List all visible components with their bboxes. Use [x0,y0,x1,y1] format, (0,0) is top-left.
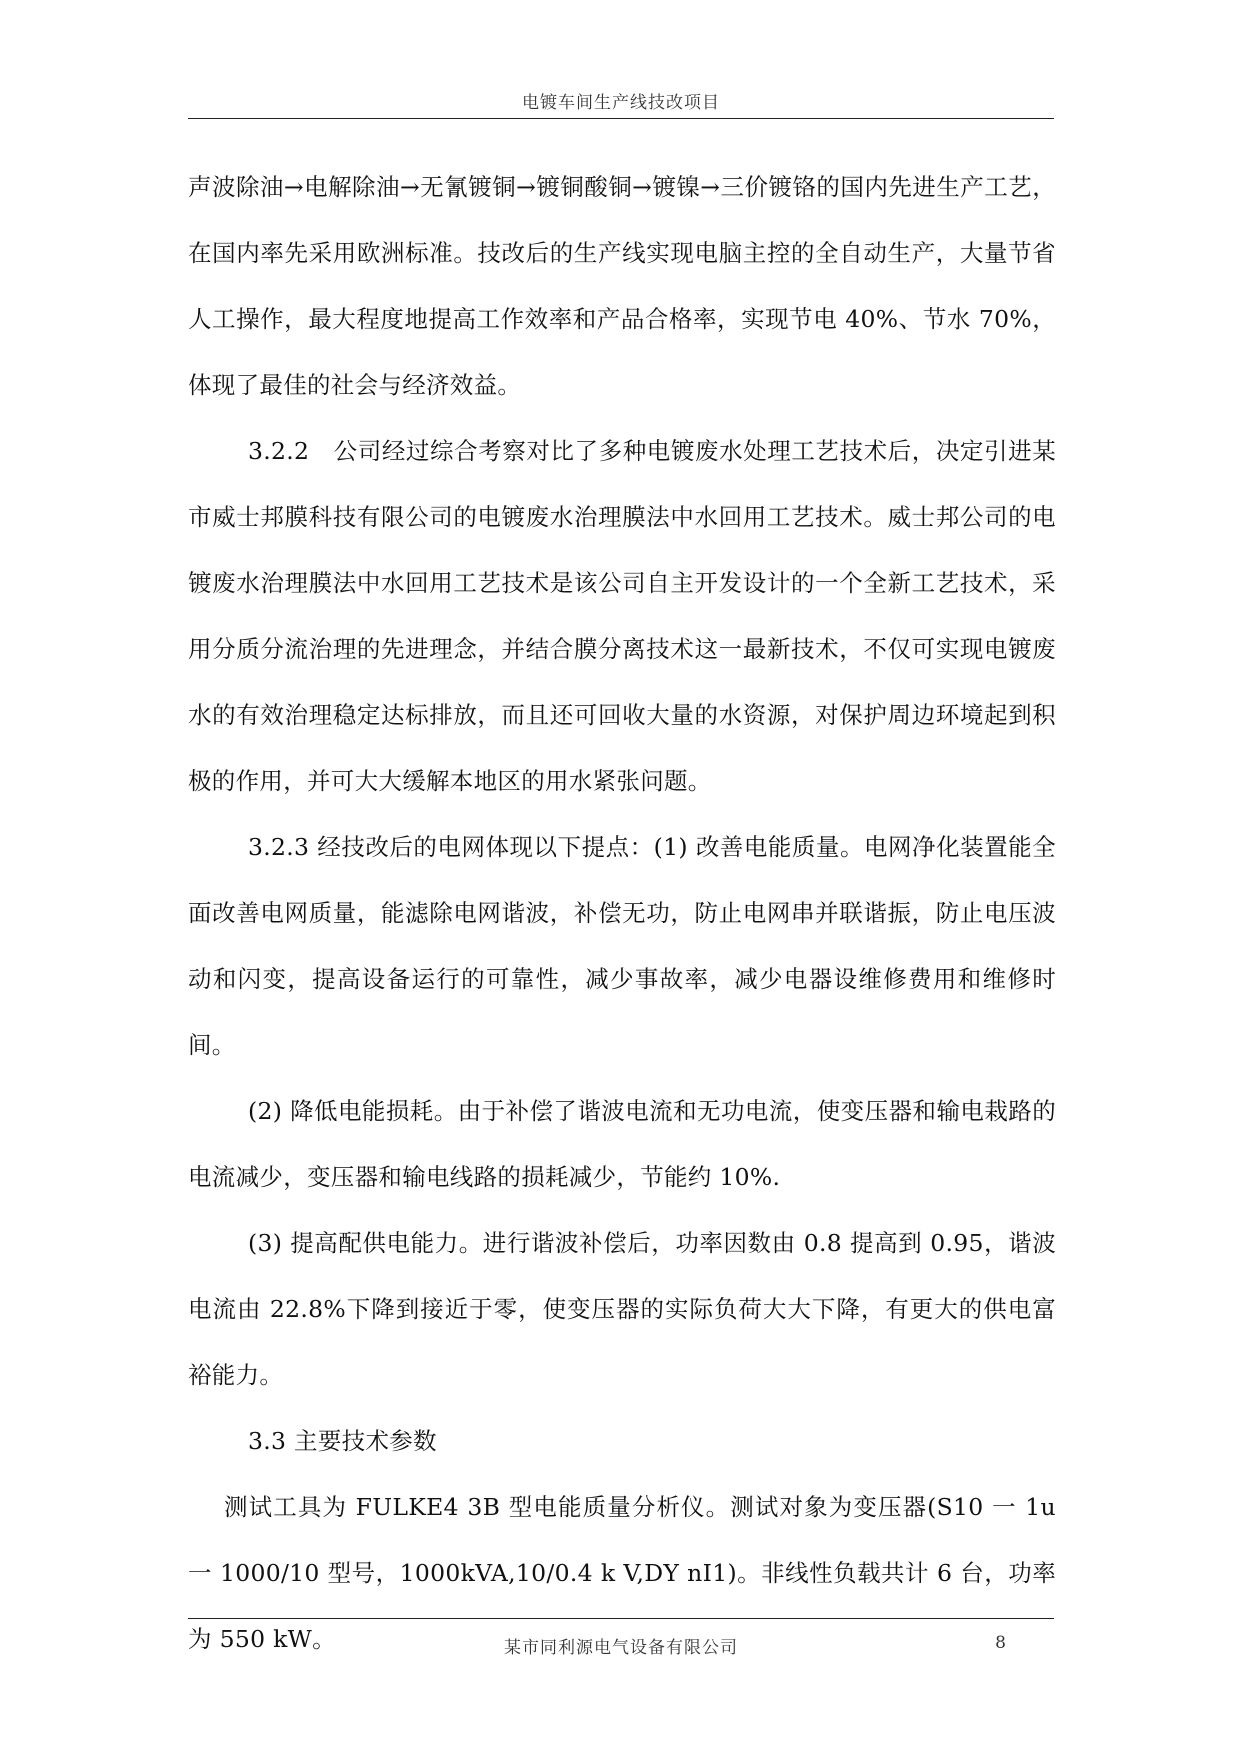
paragraph-item-3: (3) 提高配供电能力。进行谐波补偿后，功率因数由 0.8 提高到 0.95，谐波电流由 22.8%下降到接近于零，使变压器的实际负荷大大下降，有更大的供电富裕能力。 [188,1229,1056,1389]
document-body [188,154,1056,1672]
paragraph-item-2: (2) 降低电能损耗。由于补偿了谐波电流和无功电流，使变压器和输电栽路的电流减少，变压器和输电线路的损耗减少，节能约 10%. [188,1097,1056,1191]
footer-company-name: 某市同利源电气设备有限公司 [504,1638,738,1658]
paragraph-3-2-2: 3.2.2 公司经过综合考察对比了多种电镀废水处理工艺技术后，决定引进某市威士邦膜科技有限公司的电镀废水治理膜法中水回用工艺技术。威士邦公司的电镀废水治理膜法中水回用工艺技术是该公司自主开发设计的一个全新工艺技术，采用分质分流治理的先进理念，并结合膜分离技术这一最新技术，不仅可实现电镀废水的有效治理稳定达标排放，而且还可回收大量的水资源，对保护周边环境起到积极的作用，并可大大缓解本地区的用水紧张问题。 [188,437,1056,795]
paragraph-test-tools: 测试工具为 FULKE4 3B 型电能质量分析仪。测试对象为变压器(S10 一 1u 一 1000/10 型号，1000kVA,10/0.4 k V,DY nI1)。非线性负载共计 6 台，功率为 550 kW。 [188,1493,1056,1653]
page-header [188,82,1054,119]
paragraph-3-2-3: 3.2.3 经技改后的电网体现以下提点：(1) 改善电能质量。电网净化装置能全面改善电网质量，能滤除电网谐波，补偿无功，防止电网串并联谐振，防止电压波动和闪变，提高设备运行的可靠性，减少事故率，减少电器设维修费用和维修时间。 [188,833,1056,1059]
page-number: 8 [995,1633,1006,1653]
document-title: 电镀车间生产线技改项目 [522,93,720,113]
section-heading-3-3: 3.3 主要技术参数 [248,1427,437,1455]
paragraph-process-intro: 声波除油→电解除油→无氰镀铜→镀铜酸铜→镀镍→三价镀铬的国内先进生产工艺，在国内率先采用欧洲标准。技改后的生产线实现电脑主控的全自动生产，大量节省人工操作，最大程度地提高工作效率和产品合格率，实现节电 40%、节水 70%，体现了最佳的社会与经济效益。 [188,173,1056,399]
page-footer [188,1618,1054,1659]
